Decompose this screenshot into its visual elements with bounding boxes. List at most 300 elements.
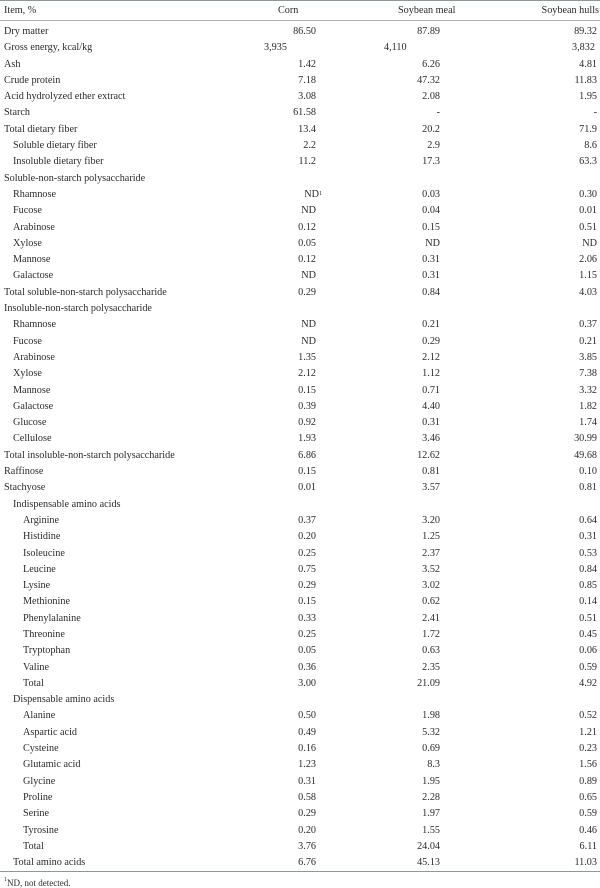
cell-text: 3.32 [579,384,597,396]
soybean-hulls-value [500,383,600,399]
column-header-item: Item, % [4,5,37,16]
table-row [0,317,600,333]
row-label: Arabinose [13,351,55,363]
cell-text: 0.51 [579,612,597,624]
soybean-meal-value [370,40,500,56]
table-row [0,383,600,399]
soybean-meal-value [370,757,500,773]
cell-text: 0.20 [298,824,316,836]
soybean-meal-value [370,105,500,121]
table-row [0,220,600,236]
corn-value [240,40,370,56]
corn-value [240,774,370,790]
table-row [0,757,600,773]
cell-text: 1.82 [579,400,597,412]
row-label: Glutamic acid [23,759,81,771]
soybean-meal-value [370,839,500,855]
soybean-hulls-value [500,73,600,89]
footnote-text: ND, not detected. [7,878,71,888]
soybean-hulls-value [500,774,600,790]
cell-text: 0.45 [579,628,597,640]
cell-text: 1.74 [579,417,597,429]
cell-text: 5.32 [422,726,440,738]
soybean-hulls-value [500,725,600,741]
cell-text: 89.32 [574,26,597,37]
corn-value [240,89,370,105]
cell-text: 6.11 [579,840,597,852]
row-label: Xylose [13,237,42,249]
cell-text: 71.9 [579,123,597,135]
table-row [0,611,600,627]
corn-value [240,317,370,333]
cell-text: 13.4 [298,123,316,135]
cell-text: 0.29 [422,335,440,347]
cell-text: 0.84 [579,563,597,575]
corn-value [240,21,370,41]
row-label: Total insoluble-non-starch polysaccharide [4,449,175,461]
corn-value [240,660,370,676]
cell-text: 86.50 [293,26,316,37]
cell-text: 11.2 [298,156,316,168]
row-label: Proline [23,791,53,803]
row-label: Total soluble-non-starch polysaccharide [4,286,167,298]
cell-text: 17.3 [422,156,440,168]
soybean-hulls-value [500,611,600,627]
cell-text: 0.15 [298,384,316,396]
corn-value [240,138,370,154]
cell-text: 1.12 [422,368,440,380]
row-label: Rhamnose [13,188,57,200]
cell-text: 1.15 [579,270,597,282]
table-row [0,187,600,203]
cell-text: 2.41 [422,612,440,624]
soybean-hulls-value [500,578,600,594]
soybean-hulls-value [500,40,600,56]
soybean-meal-value [370,89,500,105]
cell-text: 6.76 [298,857,316,869]
table-row [0,562,600,578]
column-header-corn: Corn [278,5,299,16]
corn-value [240,236,370,252]
cell-text: 2.37 [422,547,440,559]
soybean-meal-value [370,285,500,301]
table-row [0,415,600,431]
soybean-hulls-value [500,562,600,578]
cell-text: 0.14 [579,596,597,608]
table-row [0,839,600,855]
table-row [0,676,600,692]
table-row [0,855,600,872]
soybean-hulls-value [500,415,600,431]
row-label: Mannose [13,384,51,396]
cell-text: 0.21 [422,319,440,331]
cell-text: 63.3 [579,156,597,168]
corn-value [240,431,370,447]
table-row [0,350,600,366]
column-header-soybean-hulls: Soybean hulls [541,5,599,16]
corn-value [240,334,370,350]
cell-text: 24.04 [417,840,440,852]
table-row [0,154,600,170]
corn-value [240,464,370,480]
soybean-meal-value [370,643,500,659]
cell-text: 1.93 [298,433,316,445]
table-row [0,790,600,806]
cell-text: ND [582,237,597,249]
cell-text: 0.50 [298,710,316,722]
cell-text: 47.32 [417,74,440,86]
corn-value [240,480,370,496]
row-label: Fucose [13,335,42,347]
cell-text: 0.30 [579,188,597,200]
soybean-hulls-value [500,317,600,333]
soybean-meal-value [370,513,500,529]
row-label: Leucine [23,563,56,575]
soybean-meal-value [370,350,500,366]
soybean-hulls-value [500,660,600,676]
soybean-meal-value [370,57,500,73]
cell-text: ND [301,319,316,331]
table-row [0,708,600,724]
corn-value [240,546,370,562]
corn-value [240,301,370,317]
cell-text: 0.06 [579,645,597,657]
cell-text: 0.39 [298,400,316,412]
cell-text: 0.31 [422,254,440,266]
cell-text: 1.98 [422,710,440,722]
cell-text: 7.38 [579,368,597,380]
row-label: Serine [23,808,50,820]
soybean-hulls-value [500,741,600,757]
soybean-hulls-value [500,89,600,105]
corn-value [240,415,370,431]
cell-text: 8.3 [427,759,440,771]
table-header-row [0,1,600,21]
soybean-hulls-value [500,464,600,480]
cell-text: 0.58 [298,791,316,803]
cell-text: 0.05 [298,645,316,657]
row-label: Histidine [23,531,61,543]
corn-value [240,513,370,529]
cell-text: - [593,107,597,119]
cell-text: 3.00 [298,677,316,689]
cell-text: 0.53 [579,547,597,559]
row-label: Isoleucine [23,547,65,559]
cell-text: 0.37 [298,514,316,526]
soybean-meal-value [370,138,500,154]
soybean-hulls-value [500,823,600,839]
cell-text: 0.69 [422,743,440,755]
cell-text: 1.95 [422,775,440,787]
soybean-hulls-value [500,676,600,692]
cell-text: 4.81 [579,58,597,70]
corn-value [240,741,370,757]
soybean-hulls-value [500,252,600,268]
soybean-meal-value [370,806,500,822]
table-row [0,431,600,447]
soybean-hulls-value [500,301,600,317]
table-row [0,73,600,89]
cell-text: 0.62 [422,596,440,608]
cell-text: 0.33 [298,612,316,624]
corn-value [240,708,370,724]
cell-text: 1.55 [422,824,440,836]
corn-value [240,171,370,187]
corn-value [240,823,370,839]
row-label: Phenylalanine [23,612,81,624]
cell-text: 0.59 [579,808,597,820]
cell-text: 3,935 [264,42,287,54]
table-row [0,171,600,187]
soybean-hulls-value [500,529,600,545]
cell-text: 3.20 [422,514,440,526]
soybean-hulls-value [500,285,600,301]
cell-text: 0.10 [579,466,597,478]
cell-text: 1.97 [422,808,440,820]
table-row [0,806,600,822]
corn-value [240,578,370,594]
row-label: Dry matter [4,26,49,37]
corn-value [240,497,370,513]
table-row [0,301,600,317]
soybean-meal-value [370,578,500,594]
cell-text: 0.12 [298,254,316,266]
corn-value [240,725,370,741]
cell-text: 21.09 [417,677,440,689]
cell-text: 3,832 [572,42,595,54]
cell-text: 0.51 [579,221,597,233]
row-label: Arabinose [13,221,55,233]
corn-value [240,105,370,121]
cell-text: 0.49 [298,726,316,738]
soybean-meal-value [370,774,500,790]
cell-text: ND [301,335,316,347]
soybean-meal-value [370,73,500,89]
soybean-hulls-value [500,480,600,496]
soybean-hulls-value [500,171,600,187]
row-label: Starch [4,107,31,119]
cell-text: 0.31 [422,270,440,282]
corn-value [240,594,370,610]
corn-value [240,855,370,872]
table-row [0,513,600,529]
soybean-meal-value [370,497,500,513]
cell-text: 0.01 [579,205,597,217]
row-label: Glucose [13,417,47,429]
cell-text: 0.12 [298,221,316,233]
cell-text: 0.29 [298,286,316,298]
corn-value [240,399,370,415]
row-label: Insoluble dietary fiber [13,156,104,168]
cell-text: 0.46 [579,824,597,836]
row-label: Total amino acids [13,857,86,869]
row-label: Soluble-non-starch polysaccharide [4,172,146,184]
soybean-meal-value [370,334,500,350]
table-row [0,122,600,138]
table-row [0,529,600,545]
cell-text: 0.15 [298,466,316,478]
cell-text: 0.63 [422,645,440,657]
corn-value [240,220,370,236]
soybean-hulls-value [500,708,600,724]
cell-text: 0.03 [422,188,440,200]
row-label: Arginine [23,514,60,526]
table-row [0,480,600,496]
cell-text: 0.31 [298,775,316,787]
cell-text: 3.46 [422,433,440,445]
row-label: Stachyose [4,482,46,494]
soybean-meal-value [370,725,500,741]
cell-text: 4.03 [579,286,597,298]
soybean-hulls-value [500,497,600,513]
row-label: Cysteine [23,743,59,755]
corn-value [240,268,370,284]
soybean-meal-value [370,415,500,431]
cell-text: 3.08 [298,91,316,103]
corn-value [240,383,370,399]
cell-text: 3.02 [422,580,440,592]
table-row [0,334,600,350]
cell-text: ND [301,270,316,282]
row-label: Crude protein [4,74,61,86]
cell-text: 3.76 [298,840,316,852]
table-row [0,578,600,594]
table-row [0,252,600,268]
corn-value [240,757,370,773]
soybean-hulls-value [500,448,600,464]
row-label: Glycine [23,775,56,787]
cell-text: 2.12 [422,351,440,363]
cell-text: 1.35 [298,351,316,363]
cell-text: 0.36 [298,661,316,673]
table-row [0,774,600,790]
table-row [0,741,600,757]
table-row [0,497,600,513]
cell-text: 0.85 [579,580,597,592]
cell-text: 7.18 [298,74,316,86]
corn-value [240,187,370,203]
cell-text: 0.84 [422,286,440,298]
soybean-hulls-value [500,757,600,773]
soybean-hulls-value [500,203,600,219]
corn-value [240,252,370,268]
footnote-mark: 1 [4,877,7,884]
table-row [0,627,600,643]
cell-text: 87.89 [417,26,440,37]
row-label: Total [23,840,44,852]
cell-text: 4.40 [422,400,440,412]
cell-text: 2.9 [427,140,440,152]
cell-text: 0.89 [579,775,597,787]
soybean-meal-value [370,562,500,578]
corn-value [240,57,370,73]
table-row [0,40,600,56]
cell-text: 45.13 [417,857,440,869]
cell-text: 11.03 [574,857,597,869]
cell-text: 0.92 [298,417,316,429]
cell-text: 1.21 [579,726,597,738]
soybean-meal-value [370,21,500,41]
soybean-hulls-value [500,138,600,154]
cell-text: 0.01 [298,482,316,494]
cell-text: 3.52 [422,563,440,575]
table-row [0,138,600,154]
cell-text: 0.21 [579,335,597,347]
table-row [0,464,600,480]
soybean-meal-value [370,220,500,236]
soybean-meal-value [370,366,500,382]
row-label: Total [23,677,44,689]
cell-text: 0.23 [579,743,597,755]
row-label: Ash [4,58,21,70]
soybean-hulls-value [500,513,600,529]
soybean-meal-value [370,122,500,138]
cell-text: - [436,107,440,119]
soybean-hulls-value [500,236,600,252]
soybean-meal-value [370,301,500,317]
corn-value [240,73,370,89]
table-row [0,203,600,219]
soybean-hulls-value [500,790,600,806]
cell-text: 6.26 [422,58,440,70]
row-label: Galactose [13,270,54,282]
corn-value [240,366,370,382]
row-label: Dispensable amino acids [13,694,115,706]
cell-text: 11.83 [574,74,597,86]
soybean-meal-value [370,399,500,415]
cell-text: 1.56 [579,759,597,771]
cell-text: 2.35 [422,661,440,673]
cell-text: 0.31 [422,417,440,429]
row-label: Fucose [13,205,42,217]
cell-text: 0.20 [298,531,316,543]
cell-text: 0.15 [298,596,316,608]
cell-text: 2.12 [298,368,316,380]
soybean-meal-value [370,171,500,187]
soybean-meal-value [370,660,500,676]
table-row [0,660,600,676]
corn-value [240,611,370,627]
soybean-meal-value [370,855,500,872]
soybean-meal-value [370,187,500,203]
row-label: Insoluble-non-starch polysaccharide [4,303,152,315]
soybean-meal-value [370,741,500,757]
soybean-hulls-value [500,399,600,415]
cell-text: 0.81 [579,482,597,494]
soybean-hulls-value [500,366,600,382]
row-label: Lysine [23,580,51,592]
soybean-meal-value [370,268,500,284]
table-row [0,105,600,121]
corn-value [240,806,370,822]
cell-text: 0.64 [579,514,597,526]
cell-text: 0.16 [298,743,316,755]
cell-text: 0.71 [422,384,440,396]
soybean-meal-value [370,317,500,333]
cell-text: 6.86 [298,449,316,461]
cell-text: 0.25 [298,547,316,559]
cell-text: 61.58 [293,107,316,119]
cell-text: 0.52 [579,710,597,722]
corn-value [240,448,370,464]
soybean-hulls-value [500,220,600,236]
cell-text: 0.37 [579,319,597,331]
cell-text: 1.72 [422,628,440,640]
row-label: Indispensable amino acids [13,498,121,510]
row-label: Tryptophan [23,645,71,657]
cell-text: 49.68 [574,449,597,461]
cell-text: 2.2 [303,140,316,152]
